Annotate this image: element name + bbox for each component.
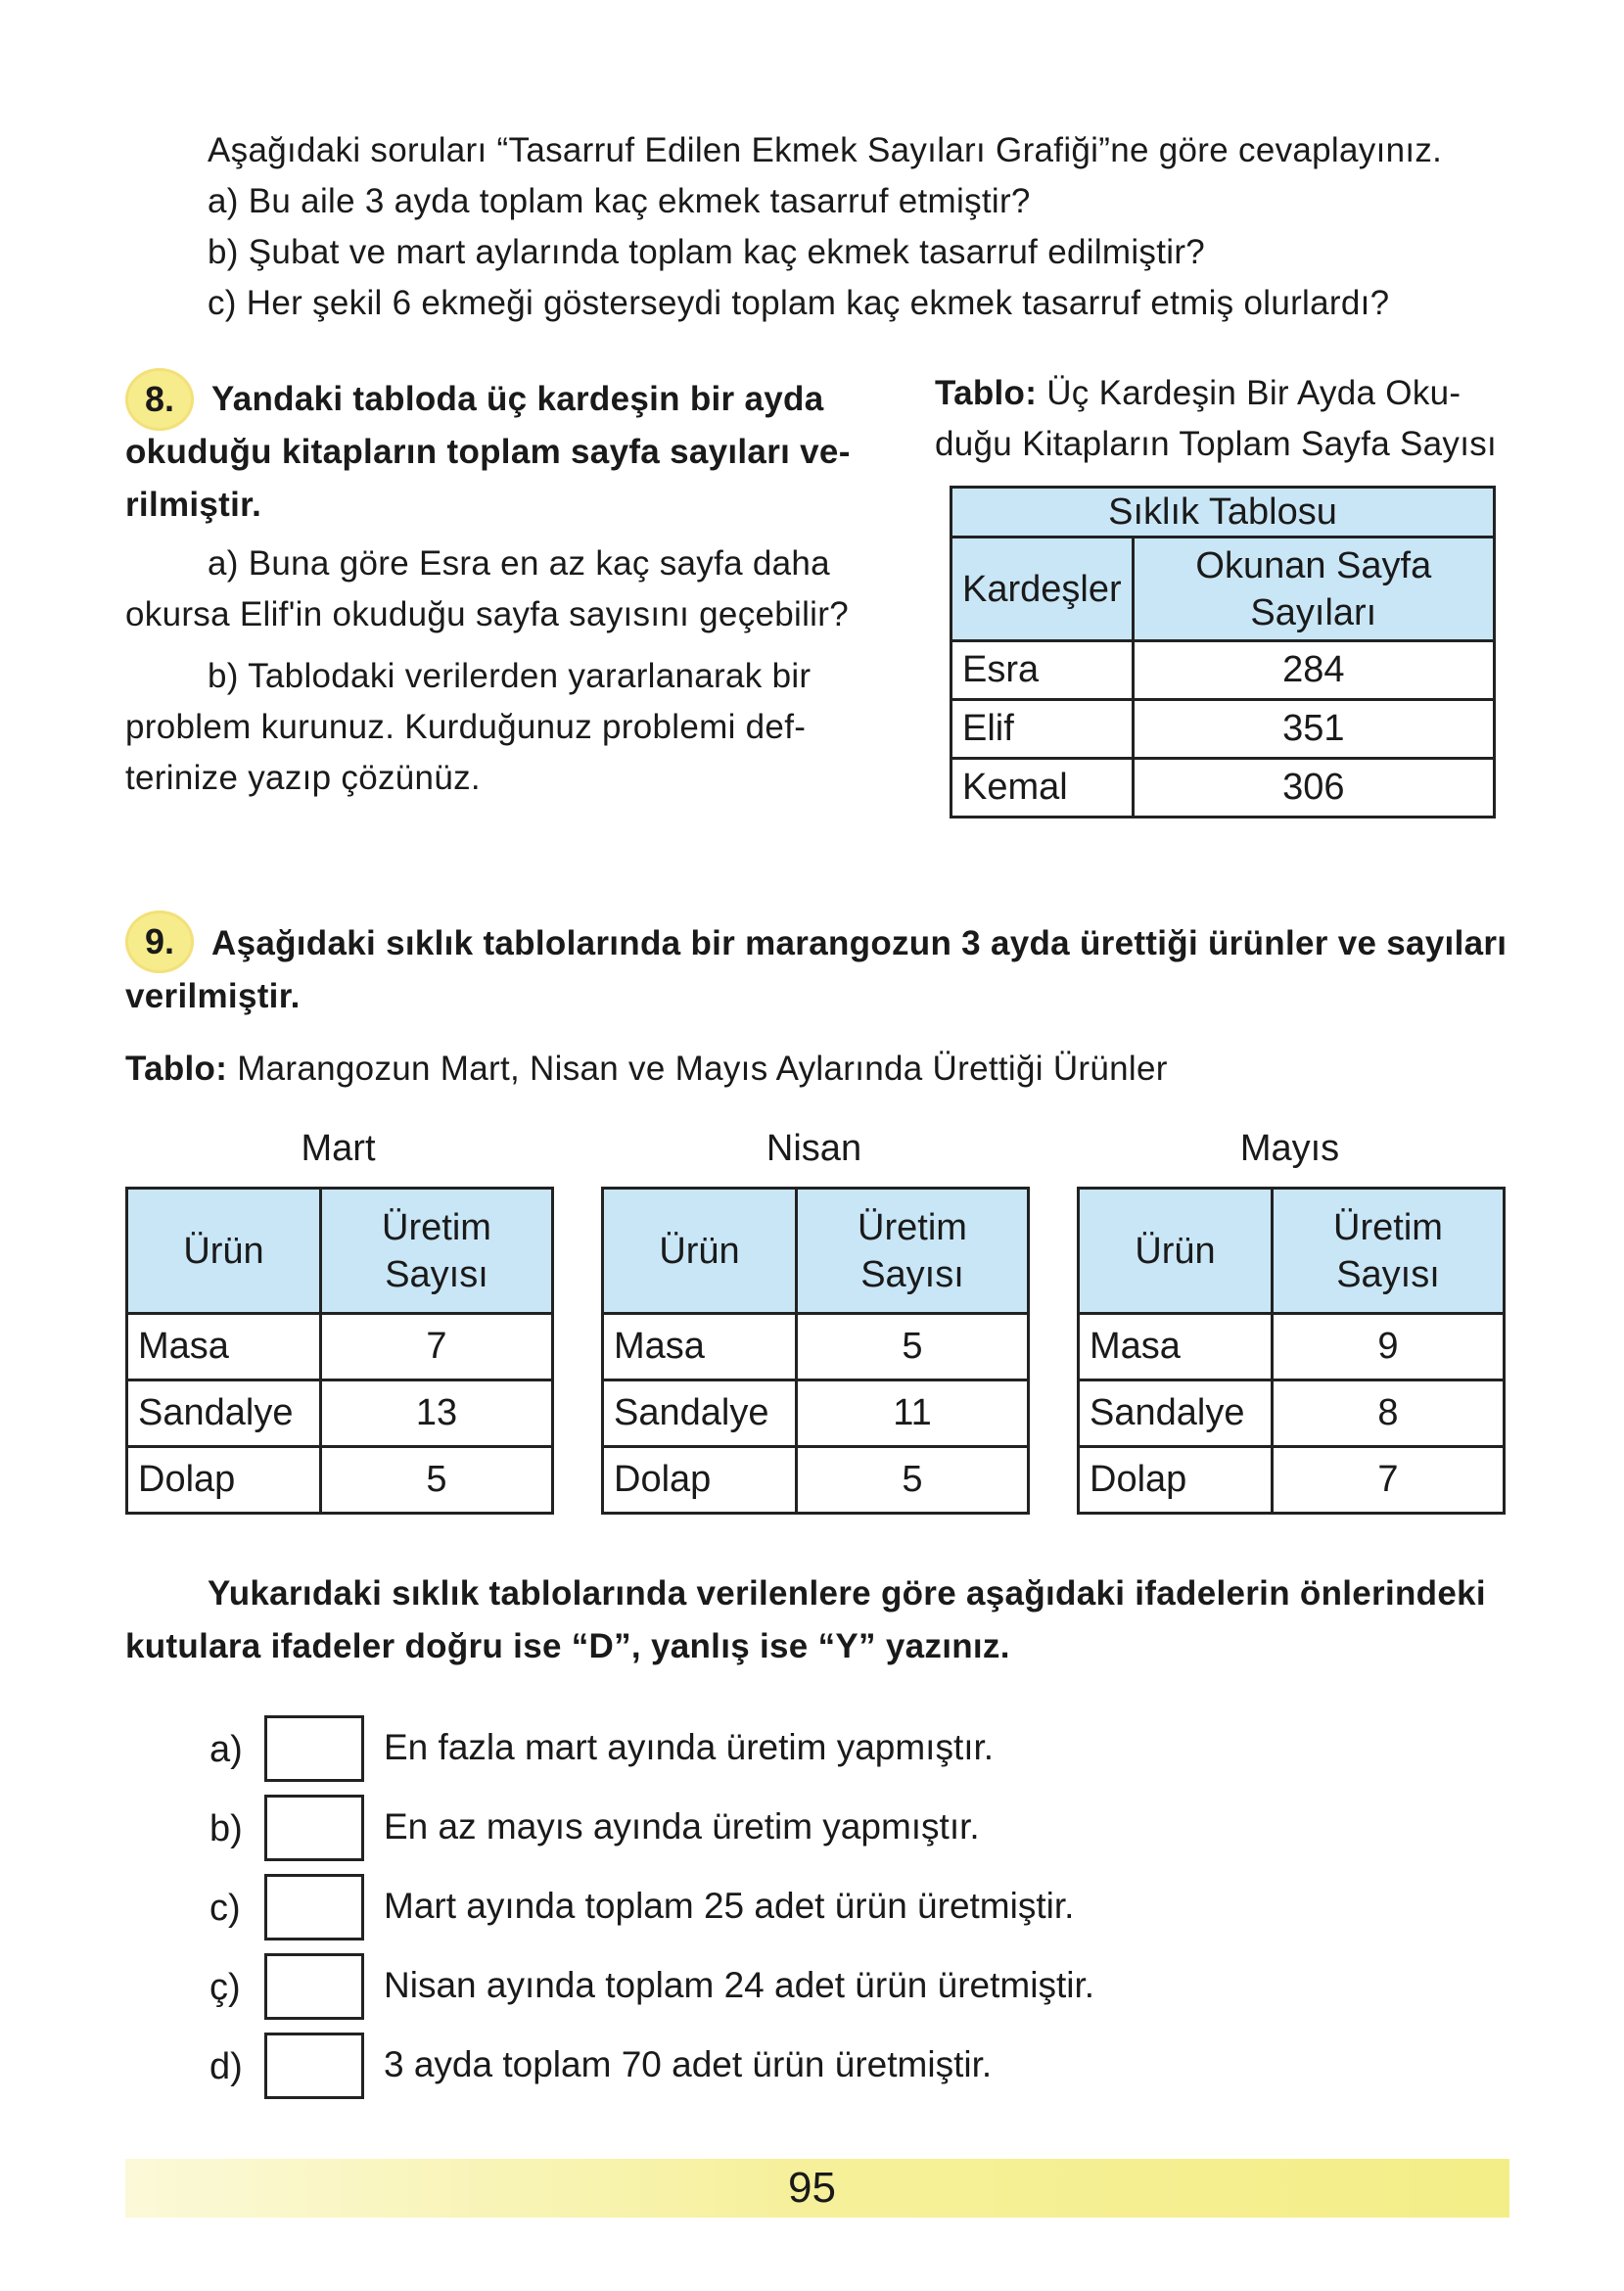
answer-box[interactable] [264, 1874, 364, 1940]
intro-line: b) Şubat ve mart aylarında toplam kaç ekmek tasarruf edilmiştir? [208, 233, 1206, 271]
q8-part-b: problem kurunuz. Kurduğunuz problemi def- [125, 708, 807, 746]
q8-part-a: okursa Elif'in okuduğu sayfa sayısını geçebilir? [125, 595, 849, 633]
answer-box[interactable] [264, 1953, 364, 2020]
q8-part-a: a) Buna göre Esra en az kaç sayfa daha [208, 544, 830, 583]
column-header-count: Üretim Sayısı [1273, 1189, 1505, 1314]
q9-instruction: Yukarıdaki sıklık tablolarında verilenlere göre aşağıdaki ifadelerin önlerindeki [208, 1574, 1486, 1613]
row-name: Sandalye [1079, 1380, 1273, 1447]
month-title-mayis: Mayıs [1239, 1128, 1340, 1169]
intro-line: a) Bu aile 3 ayda toplam kaç ekmek tasarruf etmiştir? [208, 182, 1031, 220]
column-header-product: Ürün [127, 1189, 321, 1314]
caption-label: Tablo: [935, 374, 1038, 412]
q9-instruction: kutulara ifadeler doğru ise “D”, yanlış ise “Y” yazınız. [125, 1627, 1010, 1665]
q8-part-b: b) Tablodaki verilerden yararlanarak bir [208, 657, 812, 695]
table-title: Sıklık Tablosu [951, 488, 1495, 538]
row-value: 13 [321, 1380, 553, 1447]
row-name: Sandalye [603, 1380, 797, 1447]
row-value: 5 [321, 1447, 553, 1514]
page-number: 95 [788, 2164, 836, 2212]
row-name: Elif [951, 700, 1134, 759]
q9-table-caption [125, 1044, 1168, 1095]
column-header-product: Ürün [603, 1189, 797, 1314]
answer-box[interactable] [264, 1715, 364, 1782]
q9-text: Aşağıdaki sıklık tablolarında bir marangozun 3 ayda ürettiği ürünler ve sayıları [211, 924, 1508, 962]
row-name: Esra [951, 641, 1134, 700]
option-text: Mart ayında toplam 25 adet ürün üretmiştir. [384, 1886, 1075, 1926]
row-value: 5 [797, 1314, 1029, 1380]
row-value: 284 [1133, 641, 1494, 700]
row-name: Masa [127, 1314, 321, 1380]
intro-line: Aşağıdaki soruları “Tasarruf Edilen Ekmek Sayıları Grafiği”ne göre cevaplayınız. [208, 131, 1443, 169]
nisan-frequency-table [601, 1187, 1030, 1515]
month-title-nisan: Nisan [766, 1128, 862, 1169]
row-value: 9 [1273, 1314, 1505, 1380]
row-value: 306 [1133, 759, 1494, 818]
row-name: Dolap [127, 1447, 321, 1514]
question-8-badge: 8. [125, 368, 194, 431]
q8-text: Yandaki tabloda üç kardeşin bir ayda [211, 380, 824, 418]
column-header-count: Üretim Sayısı [797, 1189, 1029, 1314]
row-value: 8 [1273, 1380, 1505, 1447]
option-letter: d) [209, 2046, 243, 2087]
row-name: Masa [603, 1314, 797, 1380]
question-9-badge: 9. [125, 911, 194, 973]
option-text: En fazla mart ayında üretim yapmıştır. [384, 1727, 995, 1767]
option-text: En az mayıs ayında üretim yapmıştır. [384, 1806, 980, 1847]
row-name: Dolap [1079, 1447, 1273, 1514]
caption-label: Tablo: [125, 1050, 228, 1088]
q8-table-caption-line2: duğu Kitapların Toplam Sayfa Sayısı [935, 425, 1498, 463]
mayis-frequency-table [1077, 1187, 1506, 1515]
column-header-count: Üretim Sayısı [321, 1189, 553, 1314]
q8-part-b: terinize yazıp çözünüz. [125, 759, 481, 797]
column-header-product: Ürün [1079, 1189, 1273, 1314]
row-value: 7 [1273, 1447, 1505, 1514]
option-text: 3 ayda toplam 70 adet ürün üretmiştir. [384, 2044, 993, 2084]
row-name: Dolap [603, 1447, 797, 1514]
siblings-frequency-table [950, 486, 1496, 818]
option-text: Nisan ayında toplam 24 adet ürün üretmiştir. [384, 1965, 1094, 2005]
row-value: 351 [1133, 700, 1494, 759]
row-name: Kemal [951, 759, 1134, 818]
option-letter: a) [209, 1729, 243, 1770]
mart-frequency-table [125, 1187, 554, 1515]
caption-text: Marangozun Mart, Nisan ve Mayıs Aylarında Ürettiği Ürünler [227, 1050, 1168, 1088]
column-header-siblings: Kardeşler [951, 538, 1134, 641]
q8-text: rilmiştir. [125, 486, 262, 524]
q9-text: verilmiştir. [125, 977, 301, 1015]
answer-box[interactable] [264, 1795, 364, 1861]
row-value: 11 [797, 1380, 1029, 1447]
month-title-mart: Mart [301, 1128, 376, 1169]
row-name: Masa [1079, 1314, 1273, 1380]
intro-line: c) Her şekil 6 ekmeği gösterseydi toplam kaç ekmek tasarruf etmiş olurlardı? [208, 284, 1390, 322]
q8-table-caption [935, 368, 1461, 419]
option-letter: ç) [209, 1967, 241, 2008]
row-value: 7 [321, 1314, 553, 1380]
row-name: Sandalye [127, 1380, 321, 1447]
column-header-pages: Okunan Sayfa Sayıları [1133, 538, 1494, 641]
option-letter: b) [209, 1808, 243, 1849]
row-value: 5 [797, 1447, 1029, 1514]
option-letter: c) [209, 1888, 241, 1929]
q8-text: okuduğu kitapların toplam sayfa sayıları ve- [125, 433, 851, 471]
caption-text: Üç Kardeşin Bir Ayda Oku- [1037, 374, 1462, 412]
answer-box[interactable] [264, 2033, 364, 2099]
